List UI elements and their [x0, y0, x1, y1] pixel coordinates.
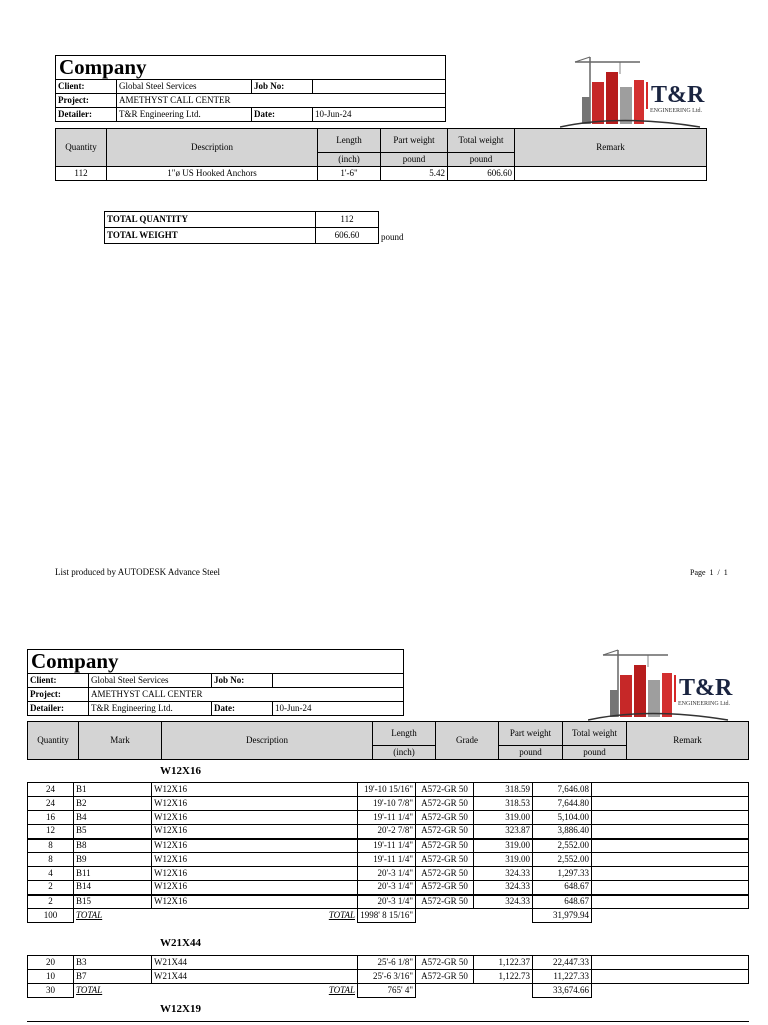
total-weight: 31,979.94	[533, 909, 592, 923]
cell-length: 20'-2 7/8"	[358, 825, 416, 839]
row-remark	[515, 167, 707, 181]
cell-description: W12X16	[152, 783, 358, 797]
project-label: Project:	[28, 688, 89, 702]
cell-length: 25'-6 1/8"	[358, 956, 416, 970]
group-title: W12X16	[160, 765, 201, 777]
cell-part-weight: 324.33	[474, 881, 533, 895]
group-title: W12X19	[160, 1003, 201, 1015]
total-weight-value: 606.60	[316, 228, 379, 244]
row-total-weight: 606.60	[448, 167, 515, 181]
cell-grade: A572-GR 50	[416, 881, 474, 895]
table-row	[28, 867, 749, 881]
cell-grade: A572-GR 50	[416, 956, 474, 970]
cell-length: 19'-10 7/8"	[358, 797, 416, 811]
cell-description: W21X44	[152, 956, 358, 970]
col-total-weight: Total weight	[448, 129, 515, 153]
page-number: Page 1 / 1	[690, 568, 728, 577]
cell-length: 19'-11 1/4"	[358, 839, 416, 853]
col-remark: Remark	[627, 722, 749, 760]
page1-items-table	[55, 128, 707, 181]
cell-grade: A572-GR 50	[416, 867, 474, 881]
cell-mark: B3	[74, 956, 152, 970]
cell-remark	[592, 797, 749, 811]
logo-text: T&R	[674, 675, 732, 702]
project-value: AMETHYST CALL CENTER	[117, 94, 446, 108]
cell-total-weight: 11,227.33	[533, 970, 592, 984]
cell-part-weight: 318.59	[474, 783, 533, 797]
company-name: Company	[28, 650, 404, 674]
cell-description: W12X16	[152, 797, 358, 811]
table-row	[28, 783, 749, 797]
detailer-label: Detailer:	[56, 108, 117, 122]
company-logo	[560, 52, 710, 127]
col-total-weight-unit: pound	[563, 746, 627, 760]
cell-quantity: 20	[28, 956, 74, 970]
group-total-row	[28, 984, 749, 998]
cell-mark: B7	[74, 970, 152, 984]
cell-grade: A572-GR 50	[416, 825, 474, 839]
jobno-value	[313, 80, 446, 94]
detailer-label: Detailer:	[28, 702, 89, 716]
cell-total-weight: 22,447.33	[533, 956, 592, 970]
cell-length: 20'-3 1/4"	[358, 867, 416, 881]
cell-quantity: 4	[28, 867, 74, 881]
client-value: Global Steel Services	[89, 674, 212, 688]
empty-cell	[416, 984, 474, 998]
group-table-w12x19-top-border	[27, 1021, 749, 1025]
table-row	[28, 956, 749, 970]
cell-grade: A572-GR 50	[416, 797, 474, 811]
table-row	[28, 797, 749, 811]
cell-mark: B2	[74, 797, 152, 811]
cell-total-weight: 3,886.40	[533, 825, 592, 839]
total-label: TOTAL	[328, 909, 355, 920]
empty-cell	[592, 909, 749, 923]
cell-total-weight: 2,552.00	[533, 839, 592, 853]
col-part-weight-unit: pound	[499, 746, 563, 760]
cell-remark	[592, 970, 749, 984]
cell-total-weight: 7,646.08	[533, 783, 592, 797]
col-part-weight-unit: pound	[381, 153, 448, 167]
cell-remark	[592, 956, 749, 970]
cell-part-weight: 318.53	[474, 797, 533, 811]
total-label: TOTAL	[76, 909, 103, 920]
cell-quantity: 2	[28, 881, 74, 895]
total-label: TOTAL	[328, 984, 355, 995]
cell-grade: A572-GR 50	[416, 970, 474, 984]
cell-mark: B1	[74, 783, 152, 797]
cell-part-weight: 319.00	[474, 839, 533, 853]
cell-description: W12X16	[152, 881, 358, 895]
cell-quantity: 16	[28, 811, 74, 825]
total-quantity-label: TOTAL QUANTITY	[105, 212, 316, 228]
cell-grade: A572-GR 50	[416, 853, 474, 867]
cell-mark: B14	[74, 881, 152, 895]
cell-part-weight: 1,122.37	[474, 956, 533, 970]
col-mark: Mark	[79, 722, 162, 760]
cell-mark: B9	[74, 853, 152, 867]
cell-part-weight: 323.87	[474, 825, 533, 839]
project-label: Project:	[56, 94, 117, 108]
logo-subtext: ENGINEERING Ltd.	[678, 701, 730, 707]
cell-mark: B11	[74, 867, 152, 881]
table-row	[56, 167, 707, 181]
cell-quantity: 24	[28, 783, 74, 797]
jobno-label: Job No:	[212, 674, 273, 688]
total-weight-label: TOTAL WEIGHT	[105, 228, 316, 244]
row-description: 1"ø US Hooked Anchors	[107, 167, 318, 181]
cell-remark	[592, 895, 749, 909]
cell-part-weight: 324.33	[474, 867, 533, 881]
col-remark: Remark	[515, 129, 707, 167]
table-row	[28, 839, 749, 853]
cell-description: W12X16	[152, 853, 358, 867]
date-label: Date:	[212, 702, 273, 716]
cell-mark: B8	[74, 839, 152, 853]
cell-remark	[592, 853, 749, 867]
total-length: 765' 4"	[358, 984, 416, 998]
page1-totals-table	[104, 211, 379, 244]
cell-total-weight: 648.67	[533, 881, 592, 895]
table-row	[28, 881, 749, 895]
cell-description: W21X44	[152, 970, 358, 984]
cell-length: 19'-11 1/4"	[358, 811, 416, 825]
cell-total-weight: 2,552.00	[533, 853, 592, 867]
cell-part-weight: 319.00	[474, 811, 533, 825]
date-value: 10-Jun-24	[313, 108, 446, 122]
empty-cell	[416, 909, 474, 923]
client-label: Client:	[56, 80, 117, 94]
cell-remark	[592, 867, 749, 881]
cell-grade: A572-GR 50	[416, 811, 474, 825]
row-part-weight: 5.42	[381, 167, 448, 181]
page2-column-header	[27, 721, 749, 760]
row-length: 1'-6"	[318, 167, 381, 181]
cell-part-weight: 324.33	[474, 895, 533, 909]
cell-quantity: 2	[28, 895, 74, 909]
empty-cell	[474, 984, 533, 998]
cell-quantity: 24	[28, 797, 74, 811]
table-row	[28, 970, 749, 984]
cell-quantity: 10	[28, 970, 74, 984]
client-value: Global Steel Services	[117, 80, 252, 94]
company-logo	[588, 645, 738, 720]
cell-total-weight: 1,297.33	[533, 867, 592, 881]
table-row	[28, 853, 749, 867]
total-label: TOTAL	[76, 984, 103, 995]
cell-mark: B15	[74, 895, 152, 909]
cell-remark	[592, 783, 749, 797]
empty-cell	[592, 984, 749, 998]
total-length: 1998' 8 15/16"	[358, 909, 416, 923]
page1-header-table	[55, 55, 446, 122]
cell-part-weight: 1,122.73	[474, 970, 533, 984]
col-length: Length	[318, 129, 381, 153]
cell-grade: A572-GR 50	[416, 839, 474, 853]
col-part-weight: Part weight	[381, 129, 448, 153]
cell-length: 19'-11 1/4"	[358, 853, 416, 867]
company-name: Company	[56, 56, 446, 80]
cell-description: W12X16	[152, 825, 358, 839]
produced-by: List produced by AUTODESK Advance Steel	[55, 567, 221, 577]
logo-text: T&R	[646, 82, 704, 109]
cell-grade: A572-GR 50	[416, 783, 474, 797]
col-grade: Grade	[436, 722, 499, 760]
total-quantity: 100	[28, 909, 74, 923]
cell-description: W12X16	[152, 895, 358, 909]
page2-header-table	[27, 649, 404, 716]
col-description: Description	[107, 129, 318, 167]
col-description: Description	[162, 722, 373, 760]
cell-length: 19'-10 15/16"	[358, 783, 416, 797]
col-total-weight: Total weight	[563, 722, 627, 746]
group-table-w12x16	[27, 782, 749, 923]
cell-quantity: 12	[28, 825, 74, 839]
cell-mark: B4	[74, 811, 152, 825]
col-quantity: Quantity	[56, 129, 107, 167]
cell-length: 20'-3 1/4"	[358, 881, 416, 895]
table-row	[28, 811, 749, 825]
jobno-value	[273, 674, 404, 688]
row-quantity: 112	[56, 167, 107, 181]
group-total-row	[28, 909, 749, 923]
cell-total-weight: 648.67	[533, 895, 592, 909]
col-length-unit: (inch)	[318, 153, 381, 167]
col-total-weight-unit: pound	[448, 153, 515, 167]
cell-description: W12X16	[152, 839, 358, 853]
cell-part-weight: 319.00	[474, 853, 533, 867]
cell-remark	[592, 881, 749, 895]
cell-grade: A572-GR 50	[416, 895, 474, 909]
cell-quantity: 8	[28, 853, 74, 867]
detailer-value: T&R Engineering Ltd.	[89, 702, 212, 716]
page-2	[0, 640, 768, 1024]
total-weight: 33,674.66	[533, 984, 592, 998]
cell-quantity: 8	[28, 839, 74, 853]
logo-subtext: ENGINEERING Ltd.	[650, 108, 702, 114]
cell-remark	[592, 811, 749, 825]
cell-description: W12X16	[152, 811, 358, 825]
cell-length: 20'-3 1/4"	[358, 895, 416, 909]
project-value: AMETHYST CALL CENTER	[89, 688, 404, 702]
total-weight-unit: pound	[381, 232, 404, 242]
jobno-label: Job No:	[252, 80, 313, 94]
cell-description: W12X16	[152, 867, 358, 881]
col-length-unit: (inch)	[373, 746, 436, 760]
client-label: Client:	[28, 674, 89, 688]
cell-total-weight: 5,104.00	[533, 811, 592, 825]
cell-mark: B5	[74, 825, 152, 839]
empty-cell	[474, 909, 533, 923]
date-value: 10-Jun-24	[273, 702, 404, 716]
cell-remark	[592, 825, 749, 839]
cell-total-weight: 7,644.80	[533, 797, 592, 811]
col-length: Length	[373, 722, 436, 746]
total-quantity: 30	[28, 984, 74, 998]
date-label: Date:	[252, 108, 313, 122]
cell-remark	[592, 839, 749, 853]
total-quantity-value: 112	[316, 212, 379, 228]
group-title: W21X44	[160, 937, 201, 949]
detailer-value: T&R Engineering Ltd.	[117, 108, 252, 122]
col-part-weight: Part weight	[499, 722, 563, 746]
table-row	[28, 825, 749, 839]
table-row	[28, 895, 749, 909]
group-table-w21x44	[27, 955, 749, 998]
col-quantity: Quantity	[28, 722, 79, 760]
cell-length: 25'-6 3/16"	[358, 970, 416, 984]
